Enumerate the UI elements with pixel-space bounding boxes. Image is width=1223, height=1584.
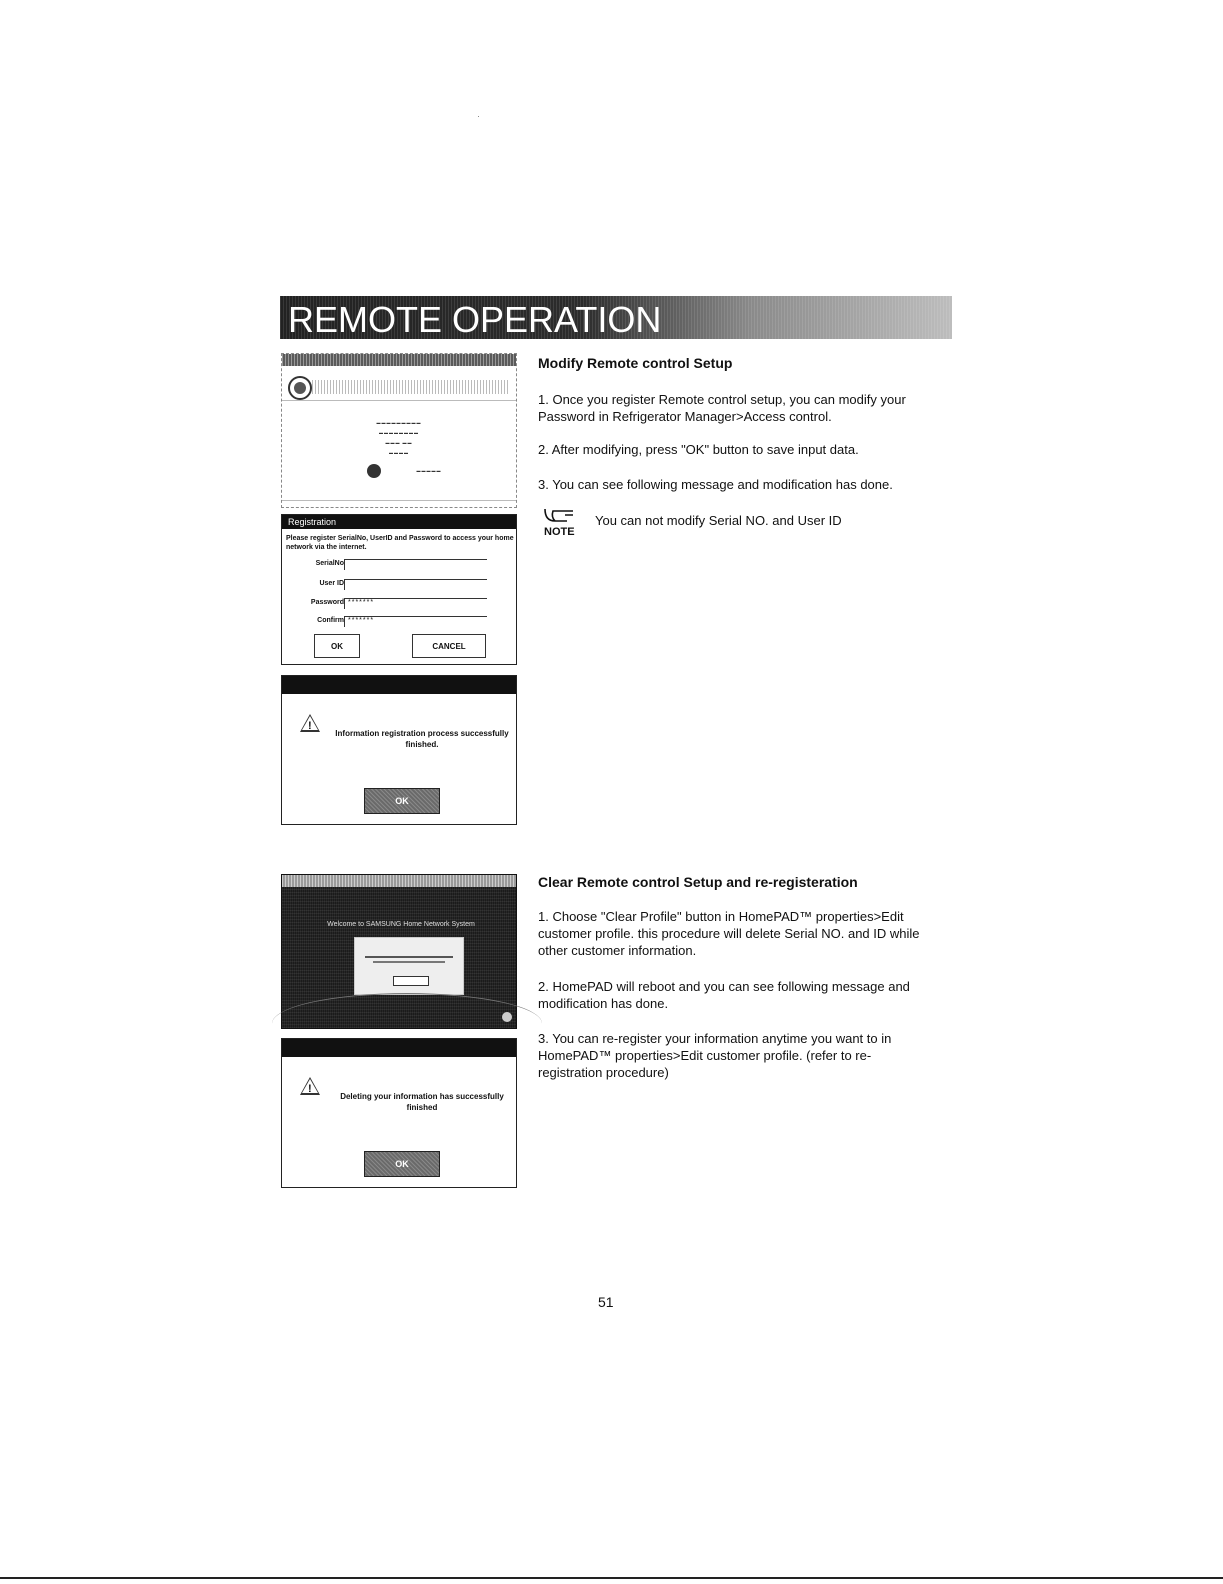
serialno-field[interactable]	[344, 559, 487, 570]
clear-step-2: 2. HomePAD will reboot and you can see following message and modification has done.	[538, 979, 910, 1011]
modal-text-line	[365, 956, 453, 958]
modal-button[interactable]	[393, 976, 429, 986]
modal-text-line	[373, 961, 445, 963]
password-value: *******	[348, 599, 375, 606]
screen-text-line: ▬▬▬▬▬▬▬▬▬	[376, 420, 422, 425]
registration-success-dialog	[281, 675, 517, 825]
dialog-titlebar	[282, 676, 516, 694]
clear-step-3: 3. You can re-register your information anytime you want to in HomePAD™ properties>Edit customer profile. (refer to re-registration procedure)	[538, 1031, 892, 1080]
warning-mark: !	[308, 720, 312, 732]
homepad-welcome-screenshot	[281, 874, 517, 1029]
password-label: Password	[310, 599, 344, 606]
confirm-field[interactable]	[344, 616, 487, 627]
pointing-hand-icon	[543, 505, 579, 523]
dialog-instruction: Please register SerialNo, UserID and Password to access your home network via the internet.	[286, 535, 514, 551]
window-titlebar	[282, 354, 516, 366]
app-logo-icon	[288, 376, 312, 400]
banner-title: REMOTE OPERATION	[288, 299, 662, 340]
confirm-value: *******	[348, 617, 375, 624]
note-text: You can not modify Serial NO. and User ID	[595, 513, 842, 528]
modify-heading: Modify Remote control Setup	[538, 355, 733, 371]
password-field[interactable]	[344, 598, 487, 609]
cancel-button[interactable]: CANCEL	[412, 634, 486, 658]
dialog-title: Registration	[282, 515, 516, 529]
userid-label: User ID	[319, 580, 344, 587]
screen-text-line: ▬▬▬▬▬▬▬▬	[379, 430, 419, 435]
screen-text-line: ▬▬▬▬	[389, 450, 409, 455]
divider	[282, 500, 516, 501]
divider	[282, 400, 516, 401]
registration-dialog	[281, 514, 517, 665]
modify-step-1: 1. Once you register Remote control setup, you can modify your Password in Refrigerator Manager>Access control.	[538, 392, 906, 424]
userid-field[interactable]	[344, 579, 487, 590]
message-modal	[354, 937, 464, 995]
page-number: 51	[598, 1294, 614, 1310]
deletion-success-dialog	[281, 1038, 517, 1188]
ok-button[interactable]: OK	[314, 634, 360, 658]
clear-heading: Clear Remote control Setup and re-registeration	[538, 874, 858, 890]
ok-button[interactable]: OK	[364, 788, 440, 814]
confirm-label: Confirm	[317, 617, 344, 624]
ok-button[interactable]: OK	[364, 1151, 440, 1177]
screen-text-line: ▬▬▬▬▬	[416, 468, 442, 473]
info-message: Information registration process successfully finished.	[335, 729, 509, 749]
welcome-banner: Welcome to SAMSUNG Home Network System	[327, 921, 475, 928]
samsung-logo-icon	[502, 1012, 512, 1022]
toolbar	[312, 380, 510, 394]
window-titlebar	[282, 875, 516, 887]
stray-mark	[478, 116, 479, 117]
page-bottom-border	[0, 1577, 1223, 1579]
modify-step-3: 3. You can see following message and modification has done.	[538, 477, 893, 492]
info-message: Deleting your information has successfully finished	[340, 1092, 504, 1112]
serialno-label: SerialNo	[315, 560, 344, 567]
clear-step-1: 1. Choose "Clear Profile" button in HomePAD™ properties>Edit customer profile. this procedure will delete Serial NO. and ID while other customer information.	[538, 909, 920, 958]
section-banner	[280, 296, 952, 339]
warning-mark: !	[308, 1083, 312, 1095]
homepad-main-screenshot	[281, 353, 517, 508]
screen-text-line: ▬▬▬ ▬▬	[385, 440, 413, 445]
dialog-titlebar	[282, 1039, 516, 1057]
modify-step-2: 2. After modifying, press "OK" button to save input data.	[538, 442, 859, 457]
note-label: NOTE	[544, 526, 575, 538]
